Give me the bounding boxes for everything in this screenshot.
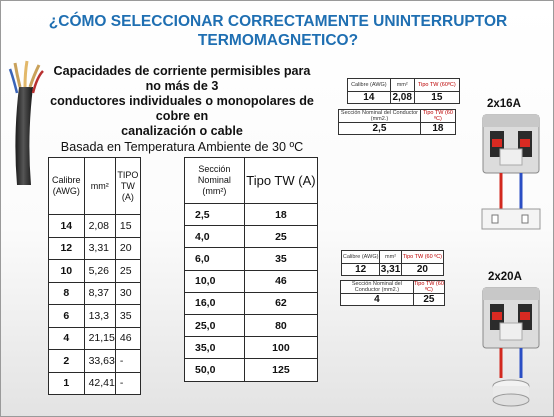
- table-cell: 25,0: [185, 314, 245, 336]
- table-cell: 35: [244, 248, 317, 270]
- table-cell: 16,0: [185, 292, 245, 314]
- table-cell: 20: [115, 237, 140, 260]
- table-cell: 35,0: [185, 337, 245, 359]
- table-row: [185, 314, 318, 336]
- table-cell: 35: [115, 305, 140, 328]
- page-title: ¿CÓMO SELECCIONAR CORRECTAMENTE UNINTERRUPTOR TERMOMAGNETICO?: [48, 13, 508, 49]
- intro-line-1: Capacidades de corriente permisibles para no más de 3: [53, 64, 311, 93]
- table-cell: 2,08: [84, 215, 115, 238]
- table-cell: 14: [49, 215, 85, 238]
- example2-awg-table: [341, 250, 444, 276]
- mini-value: 14: [348, 92, 391, 104]
- table-cell: 62: [244, 292, 317, 314]
- table-cell: 3,31: [84, 237, 115, 260]
- table-cell: 18: [244, 204, 317, 226]
- mini-header: Tipo TW (60ºC): [414, 79, 459, 92]
- cable-image: [7, 57, 47, 187]
- table-cell: 5,26: [84, 260, 115, 283]
- table-cell: 10: [49, 260, 85, 283]
- table-cell: 12: [49, 237, 85, 260]
- mini-value: 3,31: [380, 264, 401, 275]
- table-row: [185, 226, 318, 248]
- intro-line-4: Basada en Temperatura Ambiente de 30 ºC: [60, 140, 304, 154]
- table-row: [49, 282, 141, 305]
- mini-header: mm²: [390, 79, 414, 92]
- table-row: [185, 248, 318, 270]
- table-row: [185, 292, 318, 314]
- table-cell: 25: [244, 226, 317, 248]
- column-header: Sección Nominal (mm²): [185, 158, 245, 204]
- mini-header: Sección Nominal del Conductor (mm2.): [341, 281, 414, 294]
- table-cell: 46: [115, 327, 140, 350]
- table-cell: 125: [244, 359, 317, 381]
- table-cell: 21,15: [84, 327, 115, 350]
- breaker2-label: 2x20A: [488, 271, 522, 283]
- table-cell: 2,5: [185, 204, 245, 226]
- table-cell: 33,63: [84, 350, 115, 373]
- table-row: [185, 270, 318, 292]
- mini-value: 20: [401, 264, 443, 276]
- breaker1-label: 2x16A: [487, 98, 521, 110]
- mini-header: Tipo TW (60 ºC): [401, 251, 443, 264]
- table-row: [49, 260, 141, 283]
- awg-capacity-table: [48, 157, 141, 395]
- table-cell: 6,0: [185, 248, 245, 270]
- table-cell: 42,41: [84, 372, 115, 395]
- table-row: [49, 215, 141, 238]
- intro-line-3: canalización o cable: [121, 124, 243, 138]
- mini-value: 12: [342, 264, 380, 276]
- table-cell: 8,37: [84, 282, 115, 305]
- mini-value: 2,5: [339, 123, 421, 135]
- mini-value: 15: [414, 92, 459, 104]
- mini-value: 4: [341, 294, 414, 306]
- mini-header: Tipo TW (60 ºC): [420, 110, 455, 123]
- mini-value: 2,08: [390, 92, 414, 104]
- table-cell: 10,0: [185, 270, 245, 292]
- table-cell: 2: [49, 350, 85, 373]
- mini-header: Sección Nominal del Conductor (mm2.): [339, 110, 421, 123]
- table-cell: -: [115, 350, 140, 373]
- table-cell: 46: [244, 270, 317, 292]
- table-cell: 6: [49, 305, 85, 328]
- table-row: [185, 337, 318, 359]
- mini-header: Calibre (AWG): [342, 251, 380, 264]
- table-cell: -: [115, 372, 140, 395]
- table-cell: 4,0: [185, 226, 245, 248]
- mini-header: Calibre (AWG): [348, 79, 391, 92]
- table-row: [49, 327, 141, 350]
- table-row: [185, 359, 318, 381]
- example2-section-table: [340, 280, 445, 306]
- table-cell: 8: [49, 282, 85, 305]
- table-cell: 100: [244, 337, 317, 359]
- mini-value: 18: [420, 123, 455, 135]
- column-header: Tipo TW (A): [244, 158, 317, 204]
- table-cell: 4: [49, 327, 85, 350]
- table-cell: 1: [49, 372, 85, 395]
- breaker2-image: [476, 286, 546, 411]
- table-row: [49, 350, 141, 373]
- metric-section-table: [184, 157, 318, 382]
- table-cell: 13,3: [84, 305, 115, 328]
- column-header: TIPO TW (A): [115, 158, 140, 215]
- column-header: mm²: [84, 158, 115, 215]
- mini-header: mm²: [380, 251, 401, 264]
- column-header: Calibre (AWG): [49, 158, 85, 215]
- table-cell: 25: [115, 260, 140, 283]
- table-cell: 15: [115, 215, 140, 238]
- table-cell: 30: [115, 282, 140, 305]
- intro-line-2: conductores individuales o monopolares de cobre en: [50, 94, 314, 123]
- table-cell: 80: [244, 314, 317, 336]
- example1-awg-table: [347, 78, 460, 104]
- example1-section-table: [338, 109, 456, 135]
- table-description: [49, 64, 315, 155]
- table-row: [49, 237, 141, 260]
- table-row: [49, 372, 141, 395]
- breaker1-image: [476, 113, 546, 238]
- table-row: [185, 204, 318, 226]
- table-cell: 50,0: [185, 359, 245, 381]
- mini-header: Tipo TW (60 ºC): [413, 281, 444, 293]
- mini-value: 25: [413, 294, 444, 306]
- table-row: [49, 305, 141, 328]
